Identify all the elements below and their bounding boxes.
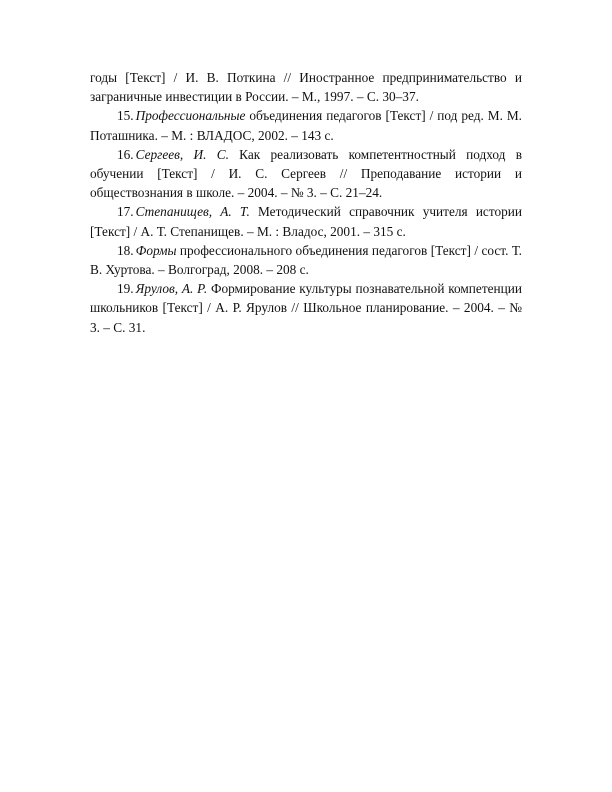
reference-text: Методический справочник учителя истории [Текст] / А. Т. Степанищев. – М. : Владос, 2001. – 315 с. <box>90 204 522 239</box>
document-page <box>90 68 522 337</box>
reference-entry-continuation <box>90 68 522 106</box>
reference-author: Ярулов, А. Р. <box>135 281 208 297</box>
reference-entry-15 <box>90 106 522 144</box>
reference-entry-18 <box>90 241 522 279</box>
reference-text: годы [Текст] / И. В. Поткина // Иностранное предпринимательство и заграничные инвестиции в России. – М., 1997. – С. 30–37. <box>90 70 522 105</box>
reference-entry-17 <box>90 202 522 240</box>
reference-text: профессионального объединения педагогов [Текст] / сост. Т. В. Хуртова. – Волгоград, 2008. – 208 с. <box>90 242 522 278</box>
reference-number: 19. <box>117 281 134 297</box>
reference-author: Профессиональные <box>135 108 246 124</box>
reference-number: 16. <box>117 146 134 162</box>
reference-number: 17. <box>117 204 134 220</box>
reference-number: 15. <box>117 108 134 124</box>
reference-entry-16 <box>90 145 522 203</box>
reference-text: объединения педагогов [Текст] / под ред. М. М. Поташника. – М. : ВЛАДОС, 2002. – 143 с. <box>90 108 522 143</box>
reference-number: 18. <box>117 242 134 258</box>
reference-author: Формы <box>135 242 177 258</box>
reference-text: Формирование культуры познавательной компетенции школьников [Текст] / А. Р. Ярулов // Школьное планирование. – 2004. – № 3. – С. 31. <box>90 281 522 335</box>
reference-entry-19 <box>90 279 522 337</box>
reference-author: Сергеев, И. С. <box>135 146 229 162</box>
reference-text: Как реализовать компетентностный подход в обучении [Текст] / И. С. Сергеев // Преподавание истории и обществознания в школе. – 2004. – № 3. – С. 21–24. <box>90 146 523 201</box>
reference-author: Степанищев, А. Т. <box>135 204 250 220</box>
